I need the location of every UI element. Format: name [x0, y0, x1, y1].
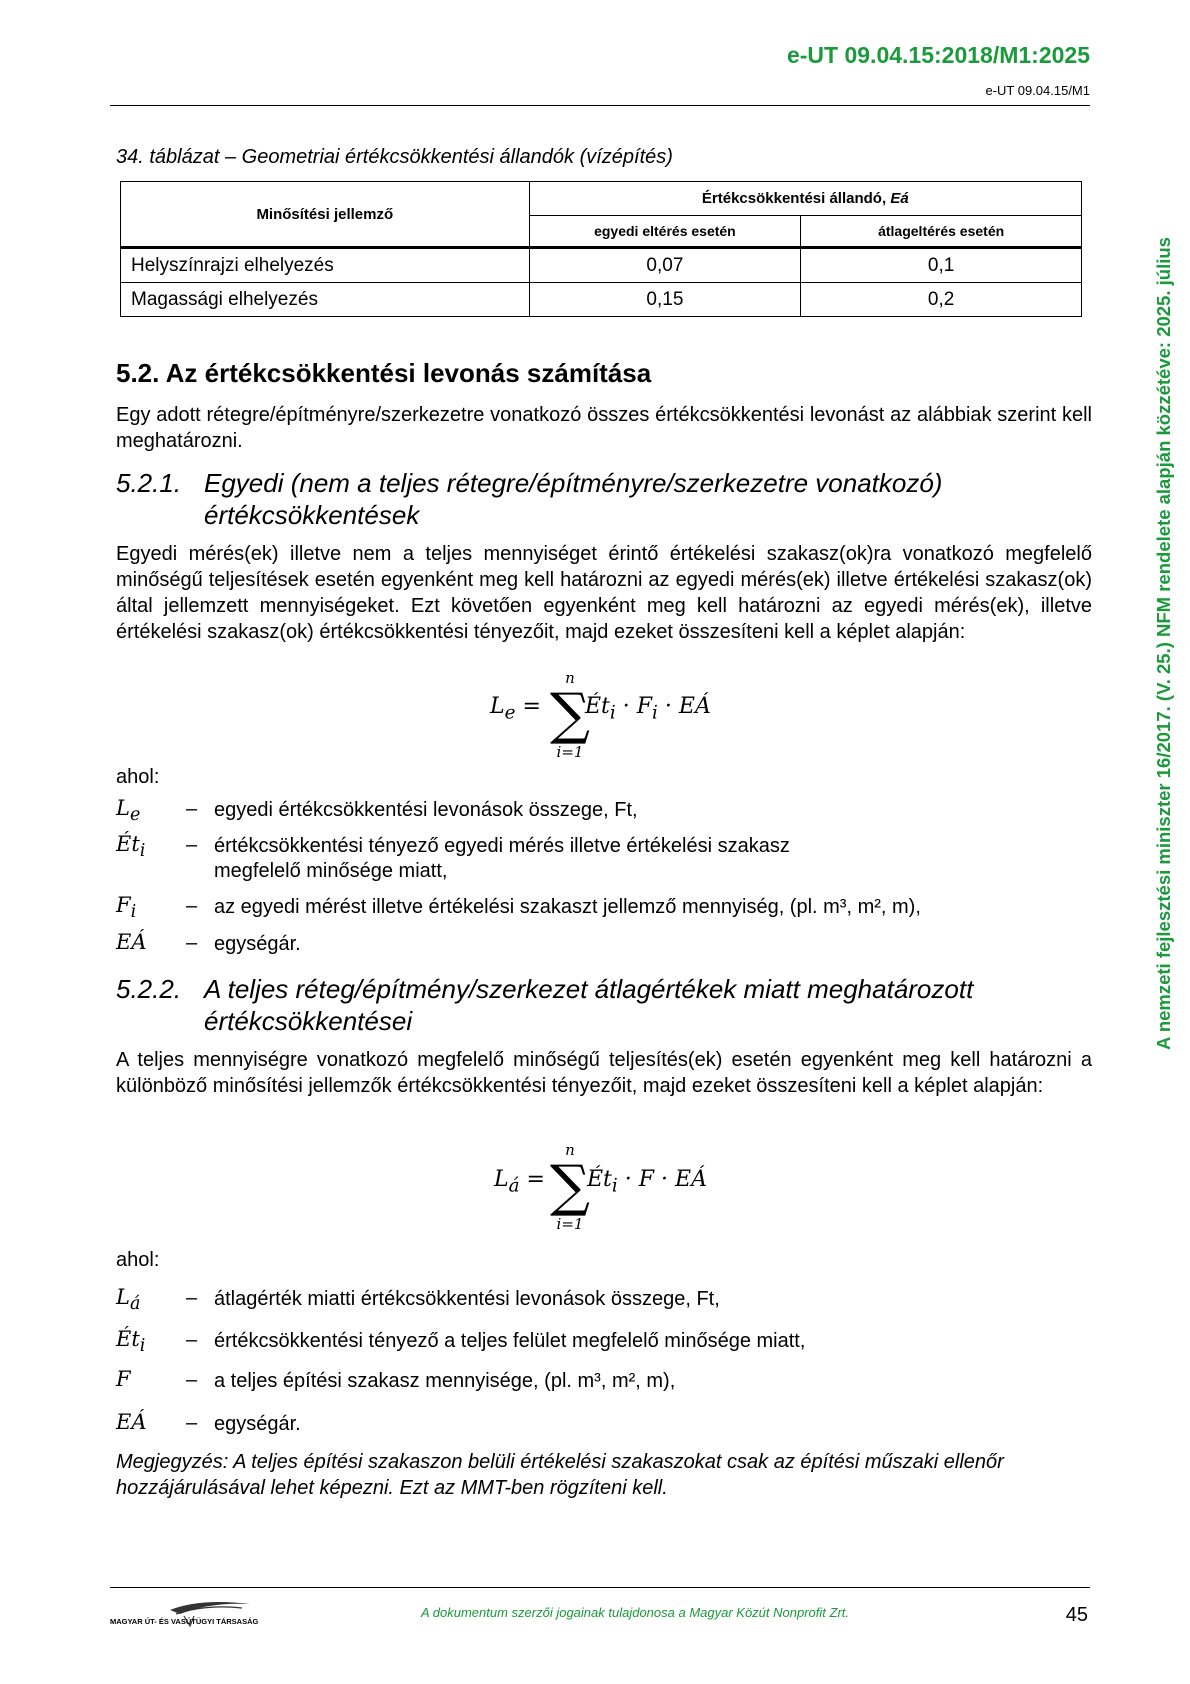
page-number: 45 [1065, 1604, 1088, 1626]
def-symbol: $F_i$ [116, 893, 137, 923]
def-text: egységár. [214, 933, 301, 955]
section-5-2-paragraph: Egy adott rétegre/építményre/szerkezetre vonatkozó összes értékcsökkentési levonást az alábbiak szerint kell meghatározni. [116, 404, 1092, 452]
def-dash: – [186, 932, 198, 954]
document-code-short: e-UT 09.04.15/M1 [985, 83, 1090, 98]
row-value-average: 0,1 [801, 248, 1082, 283]
formula-le-lhs: $L_e$ = [490, 694, 541, 724]
where-label-2: ahol: [116, 1249, 160, 1271]
formula-la-rhs: $Ét_i \cdot F$ · EÁ [587, 1167, 707, 1197]
def-text: egyedi értékcsökkentési levonások összege, Ft, [214, 799, 638, 821]
row-label: Magassági elhelyezés [121, 283, 530, 317]
table-row [121, 283, 1082, 317]
table-caption: 34. táblázat – Geometriai értékcsökkentési állandók (vízépítés) [116, 146, 673, 168]
def-symbol: $L_e$ [116, 796, 141, 826]
side-publication-note: A nemzeti fejlesztési miniszter 16/2017. (V. 25.) NFM rendelete alapján közzétéve: 2025. július [1153, 237, 1174, 1050]
column-header-constant: Értékcsökkentési állandó, Eá [529, 182, 1081, 216]
def-text: értékcsökkentési tényező a teljes felület megfelelő minősége miatt, [214, 1330, 806, 1352]
formula-le-sum: n ∑ i=1 [550, 669, 590, 761]
company-logo-text: MAGYAR ÚT- ÉS VASÚTÜGYI TÁRSASÁG [110, 1617, 259, 1626]
section-5-2-title: 5.2. Az értékcsökkentési levonás számítása [116, 358, 652, 388]
footer-divider [110, 1587, 1090, 1588]
def-symbol: $Ét_i$ [116, 1327, 146, 1357]
formula-la-sum: n ∑ i=1 [550, 1141, 590, 1233]
formula-la-lhs: $L_á$ = [494, 1167, 545, 1197]
note-paragraph: Megjegyzés: A teljes építési szakaszon belüli értékelési szakaszokat csak az építési műszaki ellenőr hozzájárulásával lehet képezni. Ezt az MMT-ben rögzíteni kell. [116, 1451, 1004, 1499]
def-text: egységár. [214, 1413, 301, 1435]
def-symbol: $Ét_i$ [116, 832, 146, 862]
row-value-individual: 0,15 [529, 283, 801, 317]
def-dash: – [186, 1287, 198, 1309]
def-dash: – [186, 1412, 198, 1434]
section-5-2-2-title: 5.2.2. A teljes réteg/építmény/szerkezet átlagértékek miatt meghatározott értékcsökkentései [116, 974, 974, 1036]
def-text: átlagérték miatti értékcsökkentési levonások összege, Ft, [214, 1288, 720, 1310]
def-symbol: F [116, 1367, 131, 1391]
def-text: a teljes építési szakasz mennyisége, (pl. m³, m², m), [214, 1370, 676, 1392]
copyright-notice: A dokumentum szerzői jogainak tulajdonosa a Magyar Közút Nonprofit Zrt. [420, 1605, 849, 1620]
def-dash: – [186, 1329, 198, 1351]
subheader-individual: egyedi eltérés esetén [529, 216, 801, 248]
column-header-characteristic: Minősítési jellemző [121, 182, 530, 248]
def-dash: – [186, 798, 198, 820]
def-symbol: $L_á$ [116, 1285, 141, 1315]
row-value-individual: 0,07 [529, 248, 801, 283]
section-5-2-1-title: 5.2.1. Egyedi (nem a teljes rétegre/építményre/szerkezetre vonatkozó) értékcsökkentések [116, 468, 943, 530]
def-text: értékcsökkentési tényező egyedi mérés illetve értékelési szakasz megfelelő minősége miatt, [214, 835, 790, 882]
document-code: e-UT 09.04.15:2018/M1:2025 [786, 42, 1090, 68]
row-label: Helyszínrajzi elhelyezés [121, 248, 530, 283]
def-dash: – [186, 895, 198, 917]
section-5-2-2-paragraph: A teljes mennyiségre vonatkozó megfelelő minőségű teljesítés(ek) esetén egyenként meg kell határozni a különböző minősítési jellemzők értékcsökkentési tényezőit, majd ezeket összesíteni kell a képlet alapján: [116, 1049, 1092, 1097]
formula-le-rhs: $Ét_i \cdot F_i$ · EÁ [585, 694, 711, 724]
constants-table [120, 181, 1082, 317]
subheader-average: átlageltérés esetén [801, 216, 1082, 248]
table-row [121, 248, 1082, 283]
where-label-1: ahol: [116, 766, 160, 788]
def-dash: – [186, 834, 198, 856]
section-5-2-1-paragraph: Egyedi mérés(ek) illetve nem a teljes mennyiséget érintő értékelési szakasz(ok)ra vonatkozó megfelelő minőségű teljesítések esetén egyenként meg kell határozni az egyedi mérés(ek) illetve értékelési szakasz(ok) által jellemzett mennyiségeket. Ezt követően egyenként meg kell határozni az egyedi mérés(ek), illetve értékelési szakasz(ok) értékcsökkentési tényezőit, majd ezeket összesíteni kell a képlet alapján: [116, 543, 1092, 643]
def-symbol: EÁ [116, 930, 147, 954]
def-text: az egyedi mérést illetve értékelési szakaszt jellemző mennyiség, (pl. m³, m², m), [214, 896, 921, 918]
row-value-average: 0,2 [801, 283, 1082, 317]
def-dash: – [186, 1369, 198, 1391]
def-symbol: EÁ [116, 1410, 147, 1434]
header-divider [110, 105, 1090, 106]
